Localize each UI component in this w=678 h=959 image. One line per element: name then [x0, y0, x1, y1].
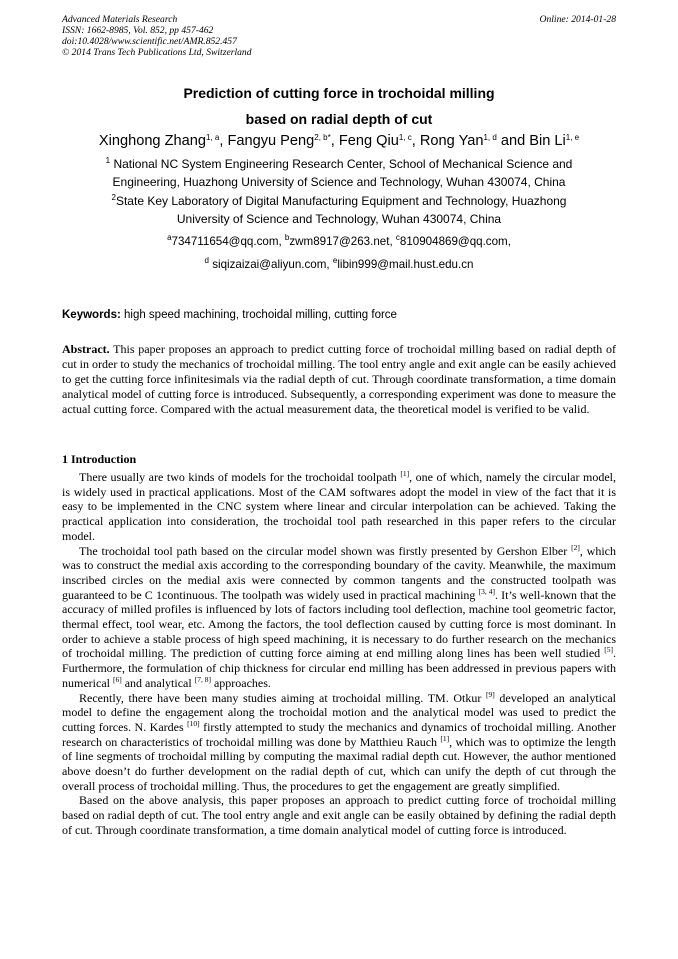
- abstract: [62, 342, 616, 417]
- affiliation-1-line-2: Engineering, Huazhong University of Science and Technology, Wuhan 430074, China: [112, 175, 566, 189]
- email-mark: a: [167, 233, 172, 242]
- citation[interactable]: [5]: [604, 645, 613, 655]
- running-header: [62, 14, 616, 58]
- paragraph: [62, 470, 616, 544]
- author-affil-mark: 1, a: [205, 133, 220, 142]
- email-d[interactable]: siqizaizai@aliyun.com,: [208, 258, 333, 271]
- abstract-label: Abstract.: [62, 342, 110, 356]
- paragraph-text: There usually are two kinds of models for the trochoidal toolpath: [79, 470, 401, 484]
- citation[interactable]: [7, 8]: [194, 674, 211, 684]
- citation[interactable]: [9]: [486, 689, 495, 699]
- affiliation-mark: 1: [105, 156, 111, 165]
- paragraph: Based on the above analysis, this paper proposes an approach to predict cutting force of trochoidal milling based on radial depth of cut. The tool entry angle and exit angle can be easily obtained by defining the radial depth of cut. Through coordinate transformation, a time domain analytical model of cutting force is introduced.: [62, 793, 616, 837]
- author-affil-mark: 1, e: [565, 133, 580, 142]
- author-name: Xinghong Zhang: [98, 133, 206, 149]
- email-mark: d: [204, 256, 209, 265]
- keywords-label: Keywords:: [62, 309, 121, 321]
- paragraph: [62, 544, 616, 691]
- paragraph-text: , which was to construct the medial axis according to the corresponding boundary of the cavity. Meanwhile, the maximum inscribed circles on the medial axis were connected by common tangents and the constructed toolpath was guaranteed to be C 1continuous. The toolpath was widely used in practical machining: [62, 543, 616, 602]
- author-name: Rong Yan: [419, 133, 484, 149]
- affiliation-mark: 2: [111, 193, 116, 202]
- paragraph: [62, 691, 616, 794]
- email-mark: b: [284, 233, 290, 242]
- citation[interactable]: [2]: [571, 542, 580, 552]
- affiliation-1-line-1: National NC System Engineering Research Center, School of Mechanical Science and: [113, 157, 573, 171]
- paper-title: [40, 80, 638, 132]
- author-separator: ,: [411, 133, 420, 149]
- title-line-1: Prediction of cutting force in trochoidal milling: [183, 85, 495, 101]
- journal-meta: [62, 14, 616, 58]
- introduction-body: [62, 470, 616, 838]
- author-affil-mark: 1, c: [398, 133, 412, 142]
- author-separator: and: [496, 133, 530, 149]
- affiliation-1: [70, 155, 608, 191]
- citation[interactable]: [10]: [187, 718, 200, 728]
- paragraph-text: . It’s well-known that the accuracy of milled profiles is influenced by lots of factors including tool deflection, machine tool geometric factor, thermal effect, tool wear, etc. Among the factors, the tool deflection caused by cutting force is most dominant. In order to achieve a stable process of high speed machining, it is necessary to do further research on the mechanics of trochoidal milling. The prediction of cutting force aiming at end milling along lines has been well studied: [62, 587, 616, 661]
- citation[interactable]: [6]: [112, 674, 122, 684]
- email-e[interactable]: libin999@mail.hust.edu.cn: [337, 258, 474, 271]
- email-line-2: [60, 256, 618, 274]
- paragraph-text: The trochoidal tool path based on the circular model shown was firstly presented by Gershon Elber: [79, 543, 572, 558]
- citation[interactable]: [1]: [400, 469, 410, 478]
- email-mark: c: [395, 233, 400, 242]
- title-line-2: based on radial depth of cut: [245, 111, 433, 127]
- keywords: [62, 307, 616, 323]
- author-name: Feng Qiu: [338, 133, 399, 149]
- email-c[interactable]: 810904869@qq.com,: [399, 235, 511, 248]
- journal-name: Advanced Materials Research: [62, 14, 178, 25]
- email-a[interactable]: 734711654@qq.com,: [171, 235, 285, 248]
- author-list: [40, 131, 638, 151]
- author-name: Fangyu Peng: [227, 133, 315, 149]
- author-separator: ,: [330, 133, 339, 149]
- issn-line: ISSN: 1662-8985, Vol. 852, pp 457-462: [62, 25, 214, 36]
- paragraph-text: , which was to optimize the length of line segments of trochoidal milling by computing the maximal radial depth cut. However, the author mentioned above doesn’t do further development on the radial depth of cut, which can unify the depth of cut through the overall process of trochoidal milling. Thus, the procedures to get the engagement are greatly simplified.: [62, 734, 616, 793]
- citation[interactable]: [3, 4]: [478, 586, 495, 596]
- paragraph-text: and analytical: [121, 675, 195, 690]
- email-line-1: [60, 233, 618, 251]
- author-affil-mark: 1, d: [483, 133, 497, 142]
- affiliation-2-line-2: University of Science and Technology, Wuhan 430074, China: [176, 212, 502, 226]
- author-name: Bin Li: [529, 133, 566, 149]
- doi-line: doi:10.4028/www.scientific.net/AMR.852.457: [62, 36, 237, 47]
- author-affil-mark: 2, b*: [314, 133, 331, 142]
- email-mark: e: [332, 256, 338, 265]
- paragraph-text: , one of which, namely the circular model, is widely used in practical applications. Most of the CAM softwares adopt the model in view of the fact that it is easy to be implemented in the CNC system where linear and circular interpolation can be achieved. Taking the practical application into consideration, the trochoidal tool path researched in this paper refers to the circular model.: [62, 470, 616, 543]
- citation[interactable]: [1]: [440, 733, 450, 743]
- copyright-line: © 2014 Trans Tech Publications Ltd, Switzerland: [62, 47, 252, 58]
- author-separator: ,: [219, 133, 228, 149]
- section-heading-introduction: 1 Introduction: [62, 452, 137, 466]
- paragraph-text: approaches.: [210, 675, 271, 690]
- affiliation-2: [70, 192, 608, 228]
- online-date: Online: 2014-01-28: [539, 14, 616, 25]
- keywords-text: high speed machining, trochoidal milling, cutting force: [120, 309, 397, 321]
- abstract-text: This paper proposes an approach to predict cutting force of trochoidal milling based on radial depth of cut in order to study the mechanics of trochoidal milling. The tool entry angle and exit angle can be easily achieved to get the cutting force infinitesimals via the radial depth of cut. Through coordinate transformation, a time domain analytical model of cutting force is introduced. Subsequently, a corresponding experiment was done to measure the actual cutting force. Compared with the actual measurement data, the theoretical model is verified to be valid.: [62, 342, 616, 416]
- email-b[interactable]: zwm8917@263.net,: [289, 235, 396, 248]
- paragraph-text: . Furthermore, the formulation of chip thickness for circular end milling has been addressed in previous papers with numerical: [62, 646, 616, 690]
- paragraph-text: Recently, there have been many studies aiming at trochoidal milling. TM. Otkur: [79, 690, 487, 705]
- paragraph-text: firstly attempted to study the mechanics and dynamics of trochoidal milling. Another research on characteristics of trochoidal milling was done by Matthieu Rauch: [62, 719, 616, 749]
- paragraph-text: developed an analytical model to define the engagement along the trochoidal motion and the analytical model was used to predict the cutting forces. N. Kardes: [62, 690, 616, 734]
- affiliation-2-line-1: State Key Laboratory of Digital Manufacturing Equipment and Technology, Huazhong: [115, 194, 567, 208]
